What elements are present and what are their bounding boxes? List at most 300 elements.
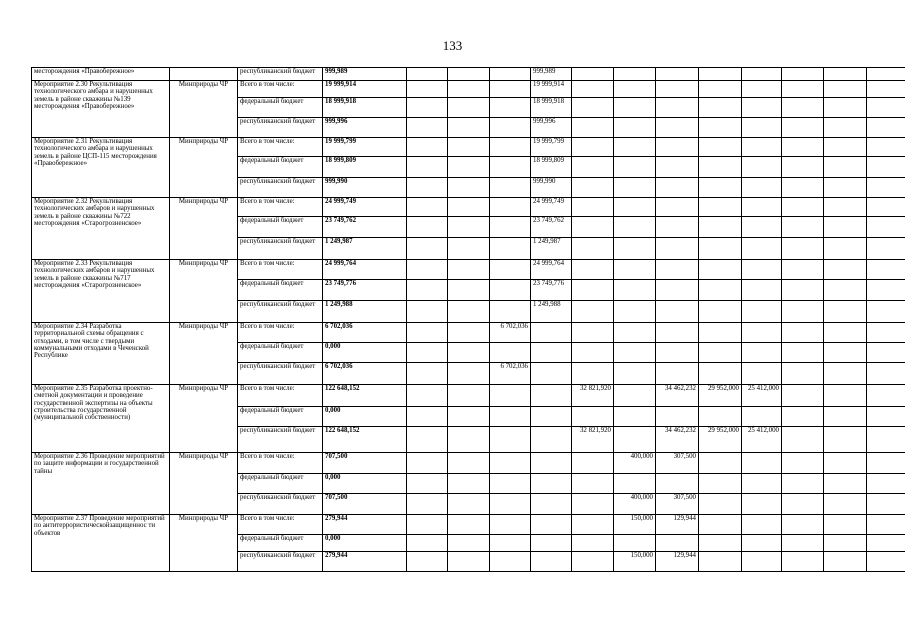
year-amount-cell [699, 453, 742, 474]
year-amount-cell: 129,944 [656, 515, 699, 535]
year-amount-cell [782, 363, 824, 385]
year-amount-cell [782, 280, 824, 301]
year-amount-cell [448, 474, 490, 494]
year-amount-cell [656, 157, 699, 178]
year-amount-cell: 400,000 [614, 494, 656, 515]
year-amount-cell [490, 157, 531, 178]
measure-name-cell: месторождения «Правобережное» [32, 68, 170, 81]
year-amount-cell [614, 138, 656, 157]
year-amount-cell [824, 407, 867, 427]
year-amount-cell [867, 198, 905, 217]
year-amount-cell [531, 535, 572, 552]
year-amount-cell: 1 249,987 [531, 238, 572, 260]
year-amount-cell [699, 98, 742, 118]
year-amount-cell: 25 412,000 [742, 385, 782, 407]
year-amount-cell [407, 238, 448, 260]
year-amount-cell [572, 515, 614, 535]
year-amount-cell [614, 427, 656, 453]
year-amount-cell [407, 427, 448, 453]
year-amount-cell [490, 301, 531, 323]
year-amount-cell [407, 138, 448, 157]
year-amount-cell [824, 385, 867, 407]
year-amount-cell [407, 280, 448, 301]
year-amount-cell [572, 301, 614, 323]
executor-cell: Минприроды ЧР [170, 385, 238, 453]
year-amount-cell [407, 260, 448, 280]
year-amount-cell [614, 238, 656, 260]
funding-source-cell: республиканский бюджет [238, 68, 323, 81]
year-amount-cell [867, 427, 905, 453]
year-amount-cell [656, 407, 699, 427]
year-amount-cell [572, 238, 614, 260]
year-amount-cell [782, 260, 824, 280]
total-amount-cell: 1 249,988 [323, 301, 407, 323]
measure-name-cell: Мероприятие 2.36 Проведение мероприятий по защите информации и государственной тайны [32, 453, 170, 515]
total-amount-cell: 24 999,749 [323, 198, 407, 217]
total-amount-cell: 6 702,036 [323, 363, 407, 385]
year-amount-cell [614, 81, 656, 98]
year-amount-cell [867, 280, 905, 301]
year-amount-cell [867, 178, 905, 198]
year-amount-cell [867, 407, 905, 427]
year-amount-cell [699, 118, 742, 138]
year-amount-cell [490, 81, 531, 98]
year-amount-cell [782, 323, 824, 343]
year-amount-cell [614, 385, 656, 407]
table-row [32, 453, 905, 474]
year-amount-cell [742, 280, 782, 301]
year-amount-cell [656, 81, 699, 98]
funding-source-cell: Всего в том числе: [238, 260, 323, 280]
year-amount-cell [448, 494, 490, 515]
year-amount-cell [531, 552, 572, 572]
year-amount-cell [490, 68, 531, 81]
executor-cell [170, 68, 238, 81]
funding-source-cell: федеральный бюджет [238, 343, 323, 363]
year-amount-cell [490, 118, 531, 138]
year-amount-cell [742, 118, 782, 138]
year-amount-cell [742, 301, 782, 323]
table-row [32, 138, 905, 157]
year-amount-cell: 18 999,809 [531, 157, 572, 178]
year-amount-cell [699, 238, 742, 260]
year-amount-cell [490, 217, 531, 238]
year-amount-cell [656, 280, 699, 301]
year-amount-cell [824, 494, 867, 515]
year-amount-cell [699, 198, 742, 217]
year-amount-cell [867, 260, 905, 280]
total-amount-cell: 707,500 [323, 494, 407, 515]
executor-cell: Минприроды ЧР [170, 453, 238, 515]
executor-cell: Минприроды ЧР [170, 515, 238, 572]
year-amount-cell [490, 178, 531, 198]
year-amount-cell [531, 494, 572, 515]
table-row [32, 198, 905, 217]
executor-cell: Минприроды ЧР [170, 198, 238, 260]
funding-source-cell: республиканский бюджет [238, 238, 323, 260]
year-amount-cell [448, 343, 490, 363]
year-amount-cell [572, 343, 614, 363]
table-row [32, 81, 905, 98]
year-amount-cell [867, 494, 905, 515]
year-amount-cell [490, 494, 531, 515]
year-amount-cell [572, 494, 614, 515]
year-amount-cell [867, 238, 905, 260]
year-amount-cell [490, 552, 531, 572]
year-amount-cell [656, 301, 699, 323]
year-amount-cell [782, 427, 824, 453]
year-amount-cell: 18 999,918 [531, 98, 572, 118]
year-amount-cell [490, 138, 531, 157]
year-amount-cell [824, 301, 867, 323]
year-amount-cell [699, 260, 742, 280]
funding-source-cell: республиканский бюджет [238, 494, 323, 515]
year-amount-cell [742, 198, 782, 217]
total-amount-cell: 19 999,914 [323, 81, 407, 98]
table-row [32, 515, 905, 535]
year-amount-cell [782, 385, 824, 407]
year-amount-cell [407, 178, 448, 198]
year-amount-cell [867, 157, 905, 178]
year-amount-cell [448, 301, 490, 323]
year-amount-cell [614, 98, 656, 118]
year-amount-cell [448, 198, 490, 217]
year-amount-cell [656, 535, 699, 552]
year-amount-cell [824, 323, 867, 343]
year-amount-cell [490, 238, 531, 260]
year-amount-cell [614, 198, 656, 217]
funding-source-cell: федеральный бюджет [238, 474, 323, 494]
year-amount-cell [407, 68, 448, 81]
year-amount-cell [699, 280, 742, 301]
year-amount-cell: 6 702,036 [490, 323, 531, 343]
total-amount-cell: 0,000 [323, 343, 407, 363]
year-amount-cell [448, 68, 490, 81]
year-amount-cell [824, 217, 867, 238]
year-amount-cell [572, 138, 614, 157]
year-amount-cell [407, 81, 448, 98]
year-amount-cell [448, 178, 490, 198]
funding-source-cell: федеральный бюджет [238, 217, 323, 238]
year-amount-cell [782, 198, 824, 217]
budget-table [31, 67, 905, 572]
year-amount-cell [699, 301, 742, 323]
year-amount-cell [531, 427, 572, 453]
year-amount-cell [614, 407, 656, 427]
year-amount-cell [572, 363, 614, 385]
total-amount-cell: 19 999,799 [323, 138, 407, 157]
year-amount-cell [572, 68, 614, 81]
year-amount-cell [531, 474, 572, 494]
year-amount-cell [867, 138, 905, 157]
year-amount-cell [824, 98, 867, 118]
year-amount-cell [782, 535, 824, 552]
year-amount-cell [490, 98, 531, 118]
year-amount-cell [614, 343, 656, 363]
year-amount-cell [490, 407, 531, 427]
year-amount-cell [742, 157, 782, 178]
total-amount-cell: 23 749,762 [323, 217, 407, 238]
year-amount-cell [782, 238, 824, 260]
year-amount-cell [699, 217, 742, 238]
year-amount-cell [572, 323, 614, 343]
year-amount-cell [782, 301, 824, 323]
year-amount-cell [490, 280, 531, 301]
year-amount-cell: 29 952,000 [699, 385, 742, 407]
executor-cell: Минприроды ЧР [170, 260, 238, 323]
year-amount-cell [824, 453, 867, 474]
year-amount-cell [572, 474, 614, 494]
year-amount-cell [656, 98, 699, 118]
year-amount-cell [824, 474, 867, 494]
year-amount-cell [699, 178, 742, 198]
year-amount-cell: 24 999,749 [531, 198, 572, 217]
year-amount-cell [824, 260, 867, 280]
funding-source-cell: федеральный бюджет [238, 157, 323, 178]
year-amount-cell [867, 217, 905, 238]
year-amount-cell [407, 453, 448, 474]
year-amount-cell [656, 343, 699, 363]
year-amount-cell [742, 494, 782, 515]
year-amount-cell [614, 157, 656, 178]
year-amount-cell [742, 260, 782, 280]
year-amount-cell [782, 453, 824, 474]
total-amount-cell: 6 702,036 [323, 323, 407, 343]
year-amount-cell [742, 535, 782, 552]
year-amount-cell [407, 515, 448, 535]
year-amount-cell [614, 280, 656, 301]
year-amount-cell [448, 515, 490, 535]
year-amount-cell [699, 515, 742, 535]
year-amount-cell [824, 198, 867, 217]
year-amount-cell [867, 453, 905, 474]
year-amount-cell [824, 363, 867, 385]
year-amount-cell [782, 118, 824, 138]
year-amount-cell [699, 535, 742, 552]
year-amount-cell [824, 280, 867, 301]
funding-source-cell: федеральный бюджет [238, 407, 323, 427]
year-amount-cell [448, 217, 490, 238]
year-amount-cell: 307,500 [656, 494, 699, 515]
year-amount-cell [742, 453, 782, 474]
year-amount-cell [782, 343, 824, 363]
year-amount-cell [531, 323, 572, 343]
year-amount-cell [448, 363, 490, 385]
year-amount-cell [699, 323, 742, 343]
year-amount-cell [407, 535, 448, 552]
executor-cell: Минприроды ЧР [170, 138, 238, 198]
measure-name-cell: Мероприятие 2.32 Рекультивация технологических амбаров и нарушенных земель в районе скважины №722 месторождения «Старогрозненское» [32, 198, 170, 260]
funding-source-cell: Всего в том числе: [238, 515, 323, 535]
year-amount-cell [448, 407, 490, 427]
total-amount-cell: 23 749,776 [323, 280, 407, 301]
year-amount-cell: 150,000 [614, 515, 656, 535]
year-amount-cell: 29 952,000 [699, 427, 742, 453]
year-amount-cell [824, 118, 867, 138]
page-number: 133 [442, 38, 463, 53]
year-amount-cell [448, 81, 490, 98]
year-amount-cell [742, 552, 782, 572]
year-amount-cell [782, 68, 824, 81]
year-amount-cell: 23 749,762 [531, 217, 572, 238]
year-amount-cell [572, 260, 614, 280]
year-amount-cell [656, 178, 699, 198]
year-amount-cell [742, 515, 782, 535]
executor-cell: Минприроды ЧР [170, 323, 238, 385]
year-amount-cell [407, 474, 448, 494]
table-row [32, 260, 905, 280]
year-amount-cell [656, 474, 699, 494]
measure-name-cell: Мероприятие 2.30 Рекультивация технологического амбара и нарушенных земель в районе скважины №139 месторождения «Правобережное» [32, 81, 170, 138]
total-amount-cell: 122 648,152 [323, 385, 407, 407]
total-amount-cell: 0,000 [323, 535, 407, 552]
year-amount-cell [448, 118, 490, 138]
year-amount-cell [490, 427, 531, 453]
total-amount-cell: 18 999,918 [323, 98, 407, 118]
year-amount-cell [824, 427, 867, 453]
year-amount-cell [448, 427, 490, 453]
year-amount-cell [742, 98, 782, 118]
year-amount-cell [742, 68, 782, 81]
year-amount-cell [448, 238, 490, 260]
total-amount-cell: 0,000 [323, 474, 407, 494]
total-amount-cell: 999,996 [323, 118, 407, 138]
year-amount-cell [699, 81, 742, 98]
table-row [32, 323, 905, 343]
year-amount-cell [572, 81, 614, 98]
funding-source-cell: республиканский бюджет [238, 301, 323, 323]
year-amount-cell [742, 81, 782, 98]
total-amount-cell: 1 249,987 [323, 238, 407, 260]
year-amount-cell [407, 494, 448, 515]
funding-source-cell: Всего в том числе: [238, 81, 323, 98]
year-amount-cell [656, 323, 699, 343]
year-amount-cell: 19 999,914 [531, 81, 572, 98]
funding-source-cell: федеральный бюджет [238, 535, 323, 552]
year-amount-cell [782, 515, 824, 535]
year-amount-cell [490, 515, 531, 535]
year-amount-cell [490, 385, 531, 407]
year-amount-cell: 25 412,000 [742, 427, 782, 453]
year-amount-cell [531, 515, 572, 535]
year-amount-cell [699, 494, 742, 515]
year-amount-cell [782, 157, 824, 178]
year-amount-cell [448, 260, 490, 280]
year-amount-cell [742, 407, 782, 427]
year-amount-cell [699, 138, 742, 157]
year-amount-cell: 999,996 [531, 118, 572, 138]
year-amount-cell [572, 217, 614, 238]
funding-source-cell: федеральный бюджет [238, 98, 323, 118]
year-amount-cell [867, 323, 905, 343]
funding-source-cell: Всего в том числе: [238, 453, 323, 474]
year-amount-cell [782, 138, 824, 157]
year-amount-cell: 34 462,232 [656, 385, 699, 407]
year-amount-cell [572, 407, 614, 427]
year-amount-cell [490, 260, 531, 280]
year-amount-cell [867, 363, 905, 385]
year-amount-cell: 307,500 [656, 453, 699, 474]
year-amount-cell [448, 138, 490, 157]
year-amount-cell [614, 118, 656, 138]
year-amount-cell: 32 821,920 [572, 427, 614, 453]
year-amount-cell [656, 260, 699, 280]
year-amount-cell [824, 68, 867, 81]
year-amount-cell [490, 198, 531, 217]
year-amount-cell [782, 407, 824, 427]
year-amount-cell [407, 343, 448, 363]
funding-source-cell: Всего в том числе: [238, 385, 323, 407]
funding-source-cell: республиканский бюджет [238, 178, 323, 198]
year-amount-cell [824, 178, 867, 198]
funding-source-cell: республиканский бюджет [238, 118, 323, 138]
year-amount-cell [742, 217, 782, 238]
year-amount-cell [572, 535, 614, 552]
year-amount-cell: 999,990 [531, 178, 572, 198]
year-amount-cell [448, 280, 490, 301]
year-amount-cell [867, 68, 905, 81]
year-amount-cell: 23 749,776 [531, 280, 572, 301]
year-amount-cell [824, 81, 867, 98]
year-amount-cell [614, 535, 656, 552]
year-amount-cell [572, 280, 614, 301]
year-amount-cell [531, 407, 572, 427]
year-amount-cell [572, 198, 614, 217]
year-amount-cell [448, 323, 490, 343]
year-amount-cell [490, 343, 531, 363]
year-amount-cell [448, 552, 490, 572]
measure-name-cell: Мероприятие 2.31 Рекультивация технологического амбара и нарушенных земель в районе ЦСП-115 месторождения «Правобережное» [32, 138, 170, 198]
year-amount-cell [742, 178, 782, 198]
year-amount-cell [407, 157, 448, 178]
total-amount-cell: 279,944 [323, 552, 407, 572]
year-amount-cell: 34 462,232 [656, 427, 699, 453]
year-amount-cell [782, 217, 824, 238]
year-amount-cell [656, 68, 699, 81]
year-amount-cell [656, 138, 699, 157]
year-amount-cell [824, 515, 867, 535]
year-amount-cell [699, 343, 742, 363]
year-amount-cell [699, 68, 742, 81]
year-amount-cell [490, 474, 531, 494]
year-amount-cell [782, 98, 824, 118]
year-amount-cell [572, 98, 614, 118]
funding-source-cell: республиканский бюджет [238, 552, 323, 572]
funding-source-cell: Всего в том числе: [238, 198, 323, 217]
year-amount-cell [448, 157, 490, 178]
year-amount-cell: 400,000 [614, 453, 656, 474]
measure-name-cell: Мероприятие 2.35 Разработка проектно-сметной документации и проведение государственной экспертизы на объекты строительства государственной (муниципальной собственности) [32, 385, 170, 453]
year-amount-cell [867, 81, 905, 98]
year-amount-cell [742, 323, 782, 343]
year-amount-cell [656, 217, 699, 238]
year-amount-cell [782, 474, 824, 494]
year-amount-cell [407, 363, 448, 385]
measure-name-cell: Мероприятие 2.34 Разработка территориальной схемы обращения с отходами, в том числе с твердыми коммунальными отходами в Чеченской Республике [32, 323, 170, 385]
year-amount-cell [614, 178, 656, 198]
year-amount-cell: 150,000 [614, 552, 656, 572]
year-amount-cell [614, 301, 656, 323]
total-amount-cell: 279,944 [323, 515, 407, 535]
year-amount-cell [656, 118, 699, 138]
executor-cell: Минприроды ЧР [170, 81, 238, 138]
year-amount-cell: 6 702,036 [490, 363, 531, 385]
year-amount-cell [407, 407, 448, 427]
year-amount-cell [448, 385, 490, 407]
year-amount-cell: 19 999,799 [531, 138, 572, 157]
year-amount-cell [572, 178, 614, 198]
year-amount-cell [614, 260, 656, 280]
